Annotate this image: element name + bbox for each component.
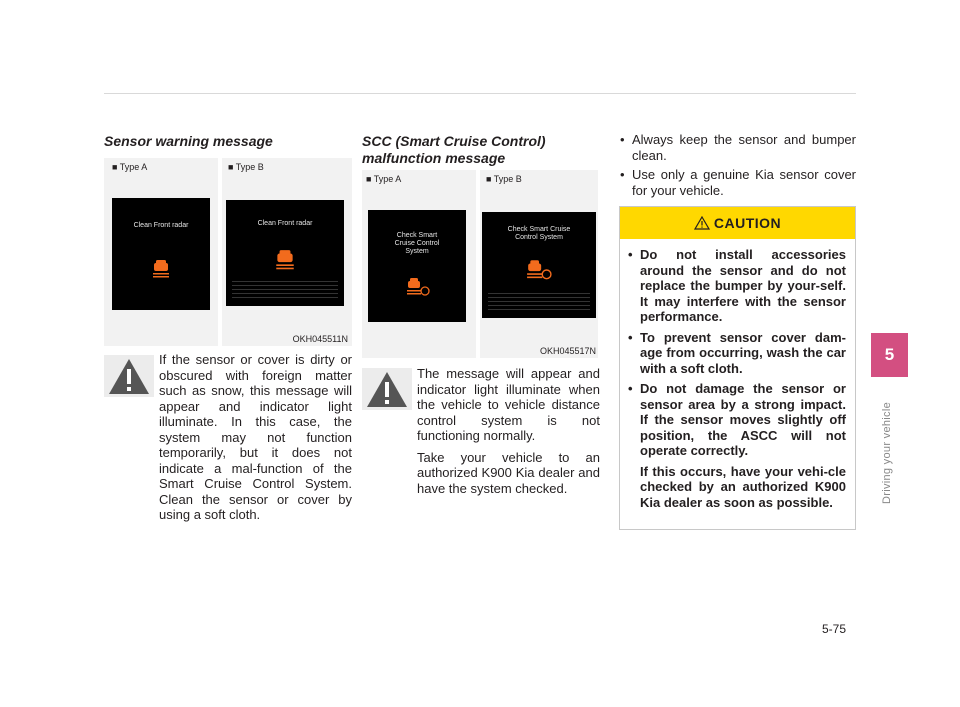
sensor-warning-heading: Sensor warning message [104, 133, 273, 149]
caution-body [620, 239, 855, 510]
list-item: • Use only a genuine Kia sensor cover for your vehicle. [620, 167, 856, 198]
scc-paragraph-1: The message will appear and indicator light illuminate when the vehicle to vehicle distance control system is not functioning normally. [417, 366, 600, 443]
screen-b-message: Check Smart Cruise Control System [507, 226, 571, 241]
type-a-label: ■ Type A [112, 162, 148, 172]
sensor-figure [104, 158, 352, 346]
chapter-label-text: Driving your vehicle [881, 402, 893, 504]
top-rule [104, 93, 856, 94]
list-item: • Always keep the sensor and bumper clean. [620, 132, 856, 163]
caution-triangle-icon [694, 216, 710, 230]
bullet-text: Use only a genuine Kia sensor cover for your vehicle. [632, 167, 856, 198]
car-radar-icon [273, 248, 297, 272]
caution-header [620, 207, 855, 239]
scc-figure [362, 170, 598, 358]
caution-extra-text: If this occurs, have your vehi-cle checked by an authorized K900 Kia dealer as soon as possible. [640, 463, 846, 510]
caution-item-text: Do not install accessories around the sensor and do not replace the bumper by your-self. It may interfere with the sensor performance. [640, 247, 846, 324]
caution-box [619, 206, 856, 530]
sensor-body-text [159, 352, 352, 529]
display-screen-a [368, 210, 466, 322]
page-number: 5-75 [822, 622, 847, 636]
figure-code: OKH045517N [539, 346, 596, 356]
caution-item-text: To prevent sensor cover dam-age from occurring, wash the car with a soft cloth. [640, 329, 846, 376]
maintenance-bullets [620, 132, 856, 202]
chapter-tab: 5 [871, 333, 908, 377]
figure-divider [218, 158, 222, 346]
warning-triangle-icon [104, 355, 154, 397]
display-screen-b [482, 212, 596, 318]
scc-body-text [417, 366, 600, 502]
type-b-label: ■ Type B [228, 162, 264, 172]
caution-item: • To prevent sensor cover dam-age from occurring, wash the car with a soft cloth. [628, 329, 846, 376]
screen-a-message: Check Smart Cruise Control System [394, 232, 440, 255]
warning-icon-box [362, 368, 412, 410]
chapter-label [881, 384, 897, 504]
bullet-text: Always keep the sensor and bumper clean. [632, 132, 856, 163]
cruise-car-icon [406, 276, 430, 298]
figure-code: OKH045511N [292, 334, 348, 344]
figure-divider [476, 170, 480, 358]
display-screen-b [226, 200, 344, 306]
caution-title: CAUTION [713, 215, 782, 231]
caution-item: • Do not damage the sensor or sensor area by a strong impact. If the sensor moves slightly off position, the ASCC will not operate correctly. [628, 381, 846, 458]
road-lines [232, 278, 338, 300]
car-radar-icon [150, 258, 172, 280]
screen-a-message: Clean Front radar [133, 222, 189, 229]
type-a-label: ■ Type A [366, 174, 402, 184]
warning-triangle-icon [362, 368, 412, 410]
caution-item: • Do not install accessories around the sensor and do not replace the bumper by your-self. It may interfere with the sensor performance. [628, 247, 846, 324]
road-lines [488, 290, 590, 312]
caution-item-text: Do not damage the sensor or sensor area by a strong impact. If the sensor moves slightly off position, the ASCC will not operate correctly. [640, 381, 846, 458]
scc-malfunction-heading: SCC (Smart Cruise Control) malfunction message [362, 133, 546, 166]
sensor-paragraph: If the sensor or cover is dirty or obscured with foreign matter such as snow, this message will appear and indicator light illuminate. In this case, the system may not function temporarily, but it does not indicate a mal-function of the Smart Cruise Control System. Clean the sensor or cover by using a soft cloth. [159, 352, 352, 522]
display-screen-a [112, 198, 210, 310]
screen-b-message: Clean Front radar [257, 220, 313, 227]
scc-paragraph-2: Take your vehicle to an authorized K900 Kia dealer and have the system checked. [417, 449, 600, 496]
cruise-car-icon [526, 258, 552, 282]
type-b-label: ■ Type B [486, 174, 522, 184]
warning-icon-box [104, 355, 154, 397]
